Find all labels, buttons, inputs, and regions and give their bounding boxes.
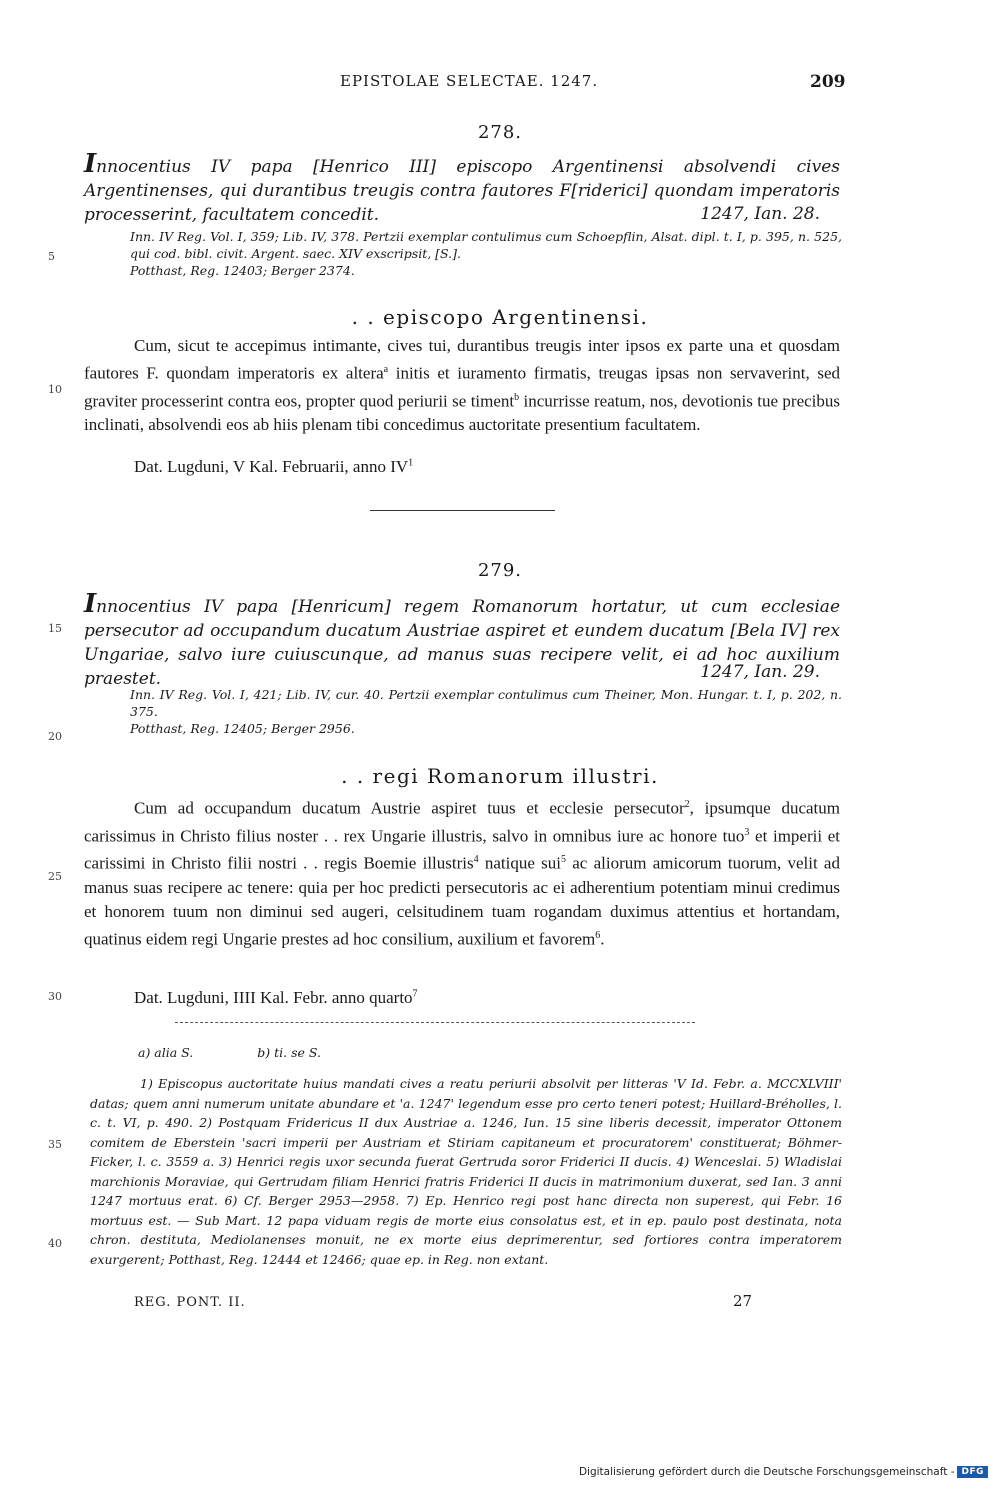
letter-278-address: . . episcopo Argentinensi. — [351, 305, 649, 329]
letter-278-date: 1247, Ian. 28. — [700, 204, 820, 224]
source-line: Potthast, Reg. 12403; Berger 2374. — [130, 263, 355, 278]
source-line: Inn. IV Reg. Vol. I, 359; Lib. IV, 378. Pertzii exemplar contulimus cum Schoepflin, Alsat. dipl. t. I, p. 395, n. 525, qui cod. bibl. civit. Argent. saec. XIV exscripsit, [S.]. — [130, 229, 842, 261]
line-number: 40 — [48, 1237, 62, 1250]
section-divider — [370, 510, 555, 511]
footnotes: 1) Episcopus auctoritate huius mandati cives a reatu periurii absolvit per litteras 'V Id. Febr. a. MCCXLVIII' datas; quem anni numerum unitate abundare et 'a. 1247' legendum esse pro certo teneri potest; Huillard-Bréholles, l. c. t. VI, p. 490. 2) Postquam Fridericus II dux Austriae a. 1246, Iun. 15 sine liberis decessit, imperator Ottonem comitem de Eberstein 'sacri imperii per Austriam et Stiriam capitaneum et procuratorem' constituerat; Böhmer-Ficker, l. c. 3559 a. 3) Henrici regis uxor secunda fuerat Gertruda soror Friderici II ducis. 4) Wenceslai. 5) Wladislai marchionis Moraviae, qui Gertrudam filiam Henrici fratris Friderici II ducis in matrimonium duxerat, sed Ian. 3 anni 1247 mortuus erat. 6) Cf. Berger 2953—2958. 7) Ep. Henrico regi post hanc directa non superest, qui Febr. 16 mortuus est. — Sub Mart. 12 papa viduam regis de morte eius consolatus est, et in ep. paulo post destinata, nota chron. destituta, Mediolanenses monuit, ne ex morte eius deprimerentur, sed fortiores contra imperatorem exurgerent; Potthast, Reg. 12444 et 12466; quae ep. in Reg. non extant. — [90, 1076, 842, 1267]
textual-notes — [138, 1045, 381, 1060]
textual-note: a) alia S. — [138, 1045, 194, 1060]
letter-278-dating: Dat. Lugduni, V Kal. Februarii, anno $IV^1$ — [134, 457, 414, 476]
signature-mark: REG. PONT. II. — [134, 1295, 246, 1310]
line-number: 5 — [48, 250, 55, 263]
dfg-logo: DFG — [957, 1466, 988, 1478]
regest-initial: I — [84, 589, 97, 619]
regest-initial: I — [84, 149, 97, 179]
letter-278-number: 278. — [477, 122, 523, 143]
running-title: EPISTOLAE SELECTAE. 1247. — [340, 72, 599, 90]
letter-279-date: 1247, Ian. 29. — [700, 662, 820, 682]
sheet-number: 27 — [733, 1292, 753, 1310]
source-line: Inn. IV Reg. Vol. I, 421; Lib. IV, cur. 40. Pertzii exemplar contulimus cum Theiner, Mon. Hungar. t. I, p. 202, n. 375. — [130, 687, 842, 719]
line-number: 25 — [48, 870, 62, 883]
line-number: 35 — [48, 1138, 62, 1151]
regest-text: nnocentius IV papa [Henricum] regem Romanorum hortatur, ut cum ecclesiae persecutor ad occupandum ducatum Austriae aspiret et eundem ducatum [Bela IV] rex Ungariae, salvo iure cuiuscunque, ad manus suas recipere velit, ei ad hoc auxilium praestet. — [84, 597, 840, 689]
letter-279-dating: Dat. Lugduni, IIII Kal. Febr. anno quarto$^7$ — [134, 988, 418, 1007]
line-number: 30 — [48, 990, 62, 1003]
line-number: 15 — [48, 622, 62, 635]
letter-278-body: Cum, sicut te accepimus intimante, cives tui, durantibus treugis inter ipsos ex parte una et quosdam fautores F. quondam imperatoris ex altera$^a$ initis et iuramento firmatis, treugas ipsas non servaverint, sed graviter processerint contra eos, propter quod periurii se timent$^b$ incurrisse reatum, nos, devotionis tue precibus inclinati, absolvendi eos ab hiis plenam tibi concedimus auctoritate presentium facultatem. — [84, 336, 840, 435]
dfg-credit — [579, 1466, 988, 1478]
textual-note: b) ti. se S. — [257, 1045, 321, 1060]
regest-text: nnocentius IV papa [Henrico III] episcopo Argentinensi absolvendi cives Argentinenses, qui durantibus treugis contra fautores F[riderici] quondam imperatoris processerint, facultatem concedit. — [84, 157, 840, 225]
letter-279-body: Cum ad occupandum ducatum Austrie aspiret tuus et ecclesie persecutor$^2$, ipsumque ducatum carissimus in Christo filius noster . . rex Ungarie illustris, salvo in omnibus iure ac honore tuo$^3$ et imperii et carissimi in Christo filii nostri . . regis Boemie illustris$^4$ natique sui$^5$ ac aliorum amicorum tuorum, velit ad manus suas recipere ac tenere: quia per hoc predicti persecutoris ac ei adherentium potentiam minui credimus et honorem tuum non diminui sed augeri, celsitudinem tuam rogandam duximus attentius et hortandam, quatinus eidem regi Ungarie prestes ad hoc consilium, auxilium et favorem$^6$. — [84, 798, 840, 949]
letter-279-sources — [130, 686, 842, 737]
letter-279-number: 279. — [477, 560, 523, 581]
notes-divider — [175, 1022, 695, 1023]
dfg-credit-text: Digitalisierung gefördert durch die Deutsche Forschungsgemeinschaft - — [578, 1466, 955, 1478]
page-number: 209 — [810, 72, 846, 92]
letter-278-sources — [130, 228, 842, 279]
line-number: 10 — [48, 383, 62, 396]
source-line: Potthast, Reg. 12405; Berger 2956. — [130, 721, 355, 736]
letter-279-address: . . regi Romanorum illustri. — [341, 764, 659, 788]
line-number: 20 — [48, 730, 62, 743]
